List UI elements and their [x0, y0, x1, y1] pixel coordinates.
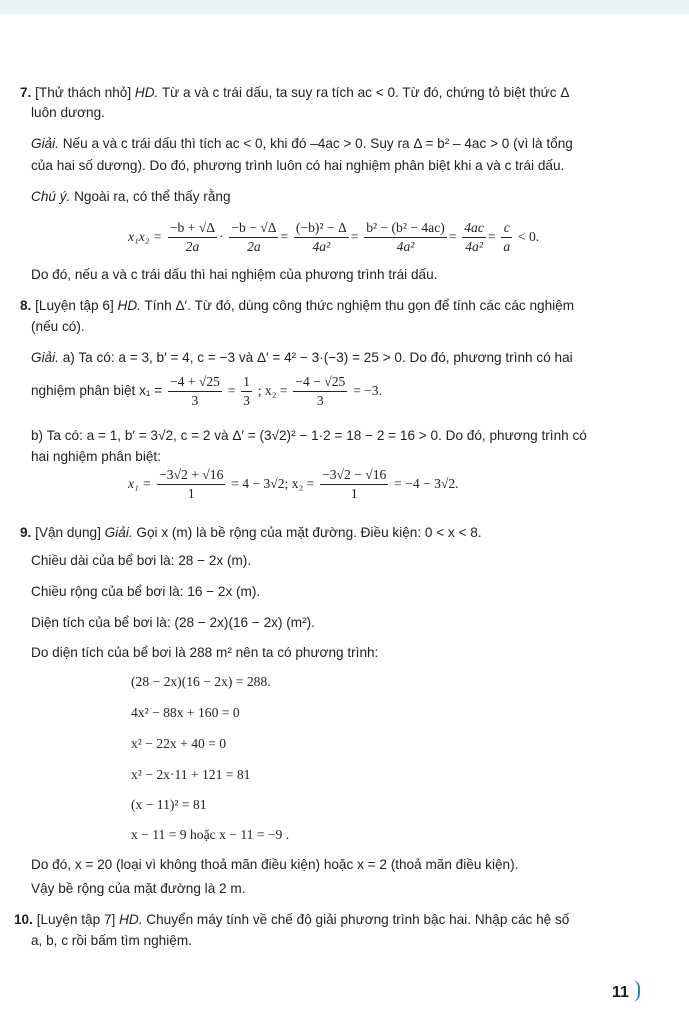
- ex7-text1: Từ a và c trái dấu, ta suy ra tích ac < 0. Từ đó, chứng tỏ biệt thức Δ: [161, 85, 570, 100]
- ex9-conclusion1: Do đó, x = 20 (loại vì không thoả mãn điều kiện) hoặc x = 2 (thoả mãn điều kiện).: [31, 857, 519, 872]
- ex9-step: x² − 2x·11 + 121 = 81: [131, 767, 251, 782]
- top-strip: [0, 0, 689, 14]
- ex7-frac1: $\frac{-b + √\Delta}{2a}$: [169, 219, 216, 254]
- ex7-hd: HD.: [134, 85, 159, 100]
- ex7-frac2: $\frac{-b - √\Delta}{2a}$: [231, 219, 277, 254]
- ex8-a-formula: [31, 372, 382, 410]
- ex9-conclusion2: Vậy bề rộng của mặt đường là 2 m.: [31, 881, 246, 896]
- ex9-number: 9.: [20, 525, 32, 540]
- ex9-area: Diện tích của bể bơi là: (28 − 2x)(16 − 2x) (m²).: [31, 615, 315, 630]
- ex8-b-x1: x₁ =: [128, 476, 152, 491]
- ex7-label: [Thử thách nhỏ]: [35, 85, 132, 100]
- ex7-chu-y: Chú ý.: [31, 189, 71, 204]
- ex9-header: [20, 524, 482, 541]
- ex7-frac6: $\frac{c}{a}$: [503, 219, 511, 254]
- ex8-a-frac3: $\frac{-4 - √25}{3}$: [295, 373, 346, 408]
- ex8-b-formula: [128, 465, 459, 503]
- ex7-frac4: $\frac{\text{b² − (b² − 4ac)}}{\text{4a²}}$: [366, 219, 445, 254]
- ex7-frac5: $\frac{4ac}{\text{4a²}}$: [464, 219, 484, 254]
- ex8-hd: HD.: [117, 298, 141, 313]
- ex9-step: x² − 22x + 40 = 0: [131, 736, 227, 751]
- ex7-formula-end: < 0.: [517, 229, 540, 244]
- ex7-solution-line1: [31, 135, 573, 152]
- ex8-a-mid: =: [227, 383, 236, 398]
- ex8-a-frac1: $\frac{-4 + √25}{3}$: [169, 373, 220, 408]
- ex8-b-text2: hai nghiệm phân biệt:: [31, 449, 161, 464]
- ex9-eq-intro: Do diện tích của bể bơi là 288 m² nên ta có phương trình:: [31, 645, 379, 660]
- ex10-label: [Luyện tập 7]: [36, 912, 116, 927]
- ex8-a-sep: ; x₂ =: [257, 383, 288, 398]
- ex7-conclusion: Do đó, nếu a và c trái dấu thì hai nghiệm của phương trình trái dấu.: [31, 267, 438, 282]
- ex8-b-end: = −4 − 3√2.: [394, 476, 459, 491]
- ex7-giai-text1: Nếu a và c trái dấu thì tích ac < 0, khi đó –4ac > 0. Suy ra Δ = b² – 4ac > 0 (vì là tổng: [62, 136, 573, 151]
- page-number-bracket: [632, 980, 640, 1002]
- ex9-step: (x − 11)² = 81: [131, 797, 207, 812]
- ex8-b-text1: b) Ta có: a = 1, b′ = 3√2, c = 2 và Δ′ = (3√2)² − 1·2 = 18 − 2 = 16 > 0. Do đó, phương trình có: [31, 428, 587, 443]
- page-number: 11: [612, 984, 629, 1001]
- ex10-text1: Chuyển máy tính về chế độ giải phương trình bậc hai. Nhập các hệ số: [146, 912, 570, 927]
- ex7-frac3: $\frac{\text{(−b)² − Δ}}{\text{4a²}}$: [295, 219, 347, 254]
- ex7-formula: x₁x₂ = $\frac{-b + √\Delta}{2a}$ · $\frac{-b - √\Delta}{2a}$ = $\frac{\text{(−b)² − Δ}}{\text{4a²}}$ = $\frac{\text{b² − (b² − 4ac)}}{\text{4a²}}$ = $\frac{4ac}{\text{4a²}}$ = $\frac{c}{a}$ < 0.: [128, 219, 540, 254]
- ex7-formula-lhs: x₁x₂ =: [128, 229, 163, 244]
- ex8-text2: (nếu có).: [31, 319, 85, 334]
- ex8-number: 8.: [20, 298, 32, 313]
- ex8-a-prefix: nghiệm phân biệt x₁ =: [31, 383, 163, 398]
- ex8-a-text1: a) Ta có: a = 3, b′ = 4, c = −3 và Δ′ = 4² − 3·(−3) = 25 > 0. Do đó, phương trình có hai: [62, 350, 573, 365]
- ex8-a-end: = −3.: [353, 383, 383, 398]
- ex10-hd: HD.: [119, 912, 143, 927]
- ex10-text2: a, b, c rồi bấm tìm nghiệm.: [31, 933, 192, 948]
- ex10-header: [14, 911, 569, 928]
- ex8-a-frac2: $\frac{1}{3}$: [243, 373, 250, 408]
- ex7-giai: Giải.: [31, 136, 59, 151]
- ex9-step: x − 11 = 9 hoặc x − 11 = −9 .: [131, 827, 290, 842]
- ex9-label: [Vận dụng]: [35, 525, 101, 540]
- ex8-b-frac2: $\frac{-3√2 - √16}{1}$: [322, 466, 387, 501]
- ex7-giai-text2: của hai số dương). Do đó, phương trình luôn có hai nghiệm phân biệt khi a và c trái dấu.: [31, 158, 565, 173]
- ex10-number: 10.: [14, 912, 33, 927]
- ex7-number: 7.: [20, 85, 32, 100]
- ex9-width: Chiều rộng của bể bơi là: 16 − 2x (m).: [31, 584, 261, 599]
- ex8-a-line1: [31, 349, 573, 366]
- ex9-giai: Giải.: [104, 525, 133, 540]
- ex9-step: 4x² − 88x + 160 = 0: [131, 705, 240, 720]
- ex8-b-mid: = 4 − 3√2; x₂ =: [231, 476, 315, 491]
- ex8-b-frac1: $\frac{-3√2 + √16}{1}$: [159, 466, 224, 501]
- ex8-header: [20, 297, 574, 314]
- ex9-length: Chiều dài của bể bơi là: 28 − 2x (m).: [31, 553, 252, 568]
- ex7-text2: luôn dương.: [31, 105, 105, 120]
- ex9-step: (28 − 2x)(16 − 2x) = 288.: [131, 674, 271, 689]
- ex7-header: [20, 84, 569, 101]
- ex7-chu-y-text: Ngoài ra, có thể thấy rằng: [74, 189, 231, 204]
- ex8-text1: Tính Δ′. Từ đó, dùng công thức nghiệm thu gọn để tính các các nghiệm: [144, 298, 575, 313]
- ex8-label: [Luyện tập 6]: [35, 298, 114, 313]
- ex7-note: [31, 188, 231, 205]
- ex8-giai: Giải.: [31, 350, 59, 365]
- ex9-text1: Gọi x (m) là bề rộng của mặt đường. Điều kiện: 0 < x < 8.: [136, 525, 482, 540]
